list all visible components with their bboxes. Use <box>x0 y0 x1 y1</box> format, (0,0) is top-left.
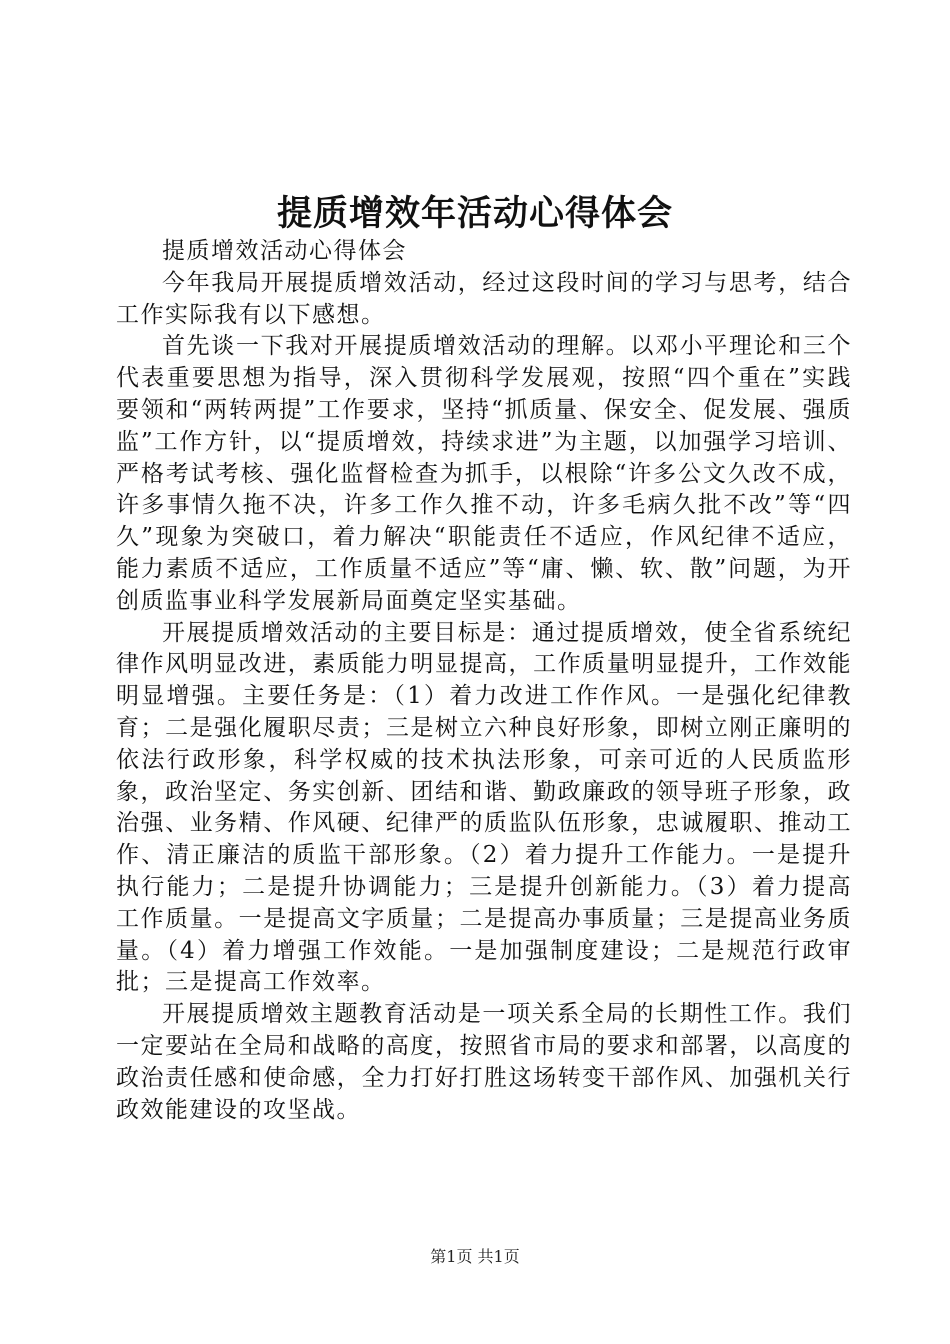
paragraph-intro: 今年我局开展提质增效活动，经过这段时间的学习与思考，结合工作实际我有以下感想。 <box>116 269 852 328</box>
document-title: 提质增效年活动心得体会 <box>276 193 673 234</box>
page-footer: 第1页 共1页 <box>430 1247 520 1266</box>
document-body <box>116 236 852 1126</box>
paragraph-understanding: 首先谈一下我对开展提质增效活动的理解。以邓小平理论和三个代表重要思想为指导，深入贯彻科学发展观，按照“四个重在”实践要领和“两转两提”工作要求，坚持“抓质量、保安全、促发展、强质监”工作方针，以“提质增效，持续求进”为主题，以加强学习培训、严格考试考核、强化监督检查为抓手，以根除“许多公文久改不成，许多事情久拖不决，许多工作久推不动，许多毛病久批不改”等“四久”现象为突破口，着力解决“职能责任不适应，作风纪律不适应，能力素质不适应，工作质量不适应”等“庸、懒、软、散”问题，为开创质监事业科学发展新局面奠定坚实基础。 <box>116 333 852 614</box>
paragraph-subtitle: 提质增效活动心得体会 <box>162 238 407 264</box>
paragraph-goals: 开展提质增效活动的主要目标是：通过提质增效，使全省系统纪律作风明显改进，素质能力明显提高，工作质量明显提升，工作效能明显增强。主要任务是：（1）着力改进工作作风。一是强化纪律教育；二是强化履职尽责；三是树立六种良好形象，即树立刚正廉明的依法行政形象，科学权威的技术执法形象，可亲可近的人民质监形象，政治坚定、务实创新、团结和谐、勤政廉政的领导班子形象，政治强、业务精、作风硬、纪律严的质监队伍形象，忠诚履职、推动工作、清正廉洁的质监干部形象。（2）着力提升工作能力。一是提升执行能力；二是提升协调能力；三是提升创新能力。（3）着力提高工作质量。一是提高文字质量；二是提高办事质量；三是提高业务质量。（4）着力增强工作效能。一是加强制度建设；二是规范行政审批；三是提高工作效率。 <box>116 619 852 996</box>
paragraph-conclusion: 开展提质增效主题教育活动是一项关系全局的长期性工作。我们一定要站在全局和战略的高度，按照省市局的要求和部署，以高度的政治责任感和使命感，全力打好打胜这场转变干部作风、加强机关行政效能建设的攻坚战。 <box>116 1001 852 1123</box>
